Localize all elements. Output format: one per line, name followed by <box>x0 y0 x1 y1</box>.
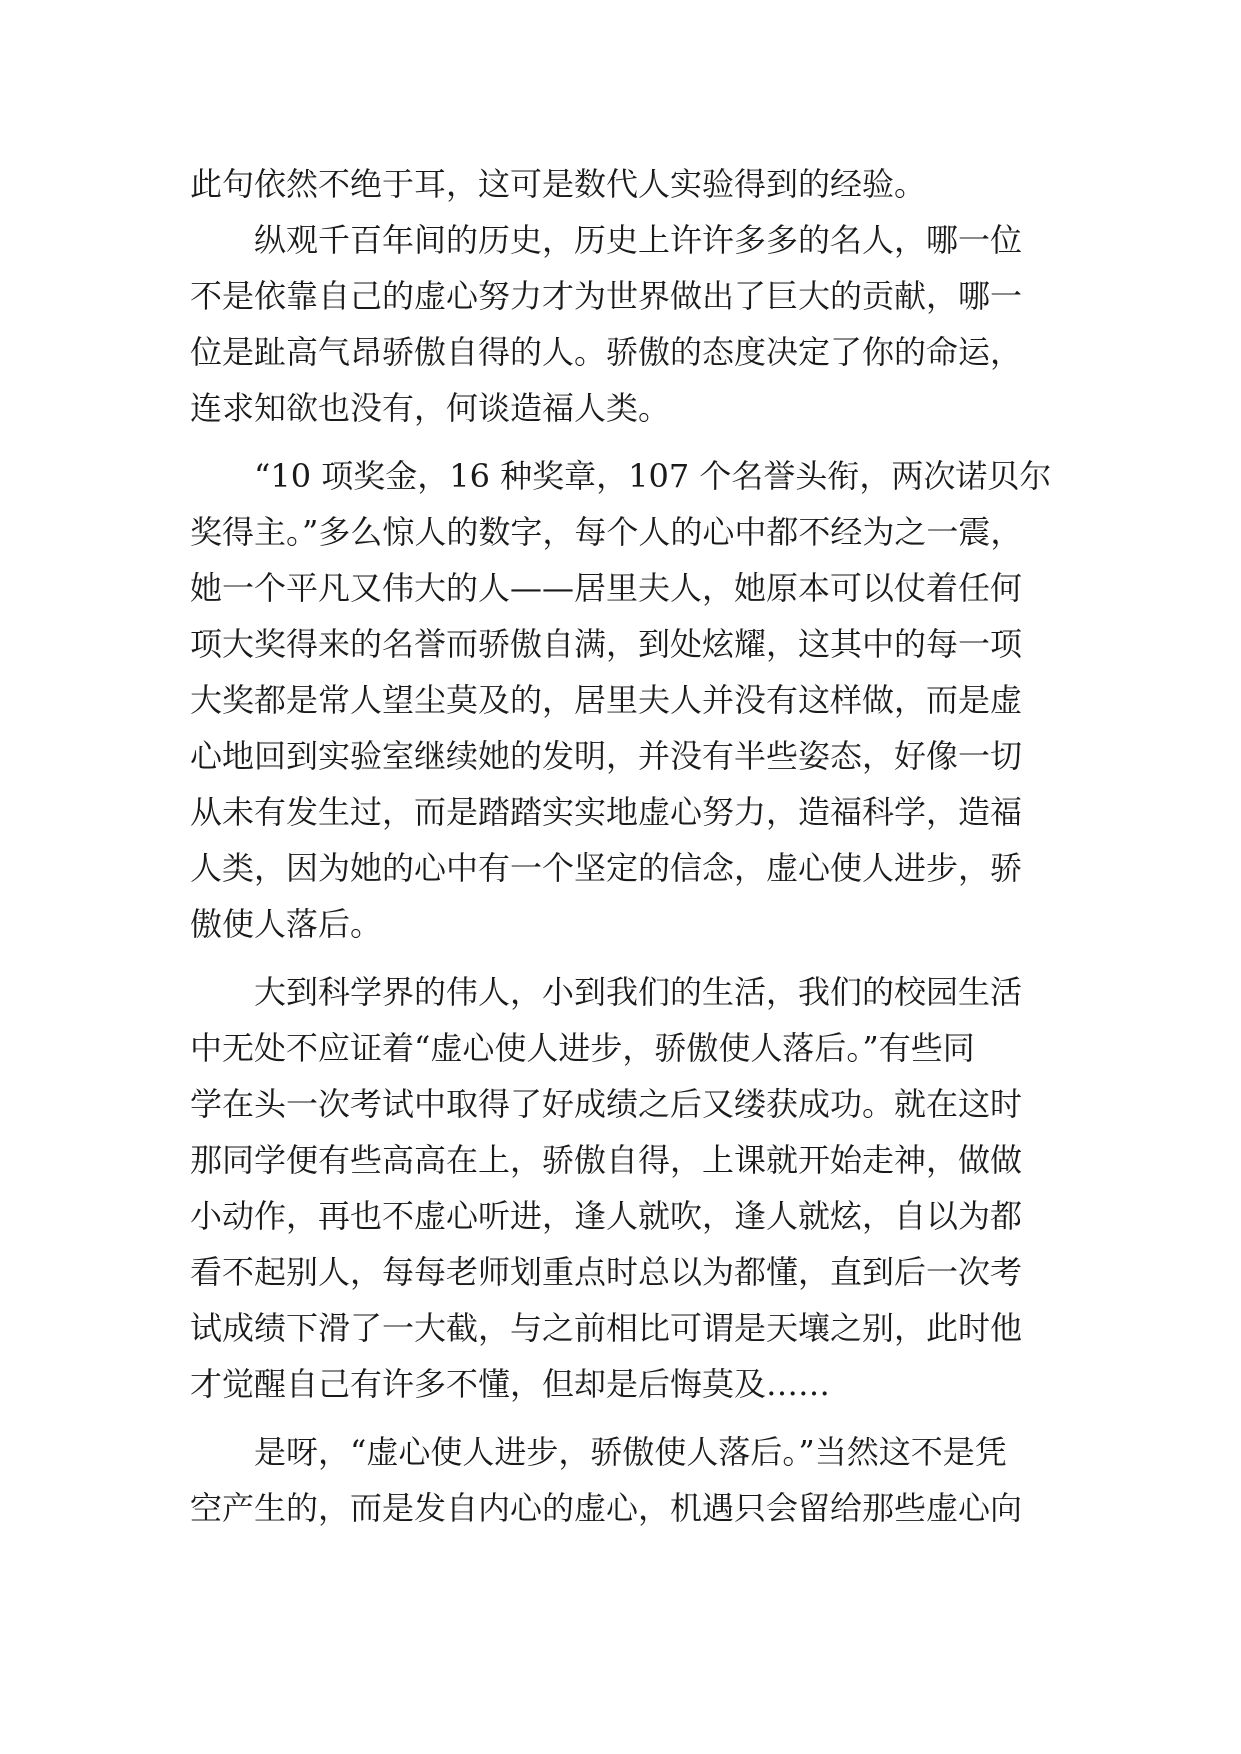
text-line: 人类，因为她的心中有一个坚定的信念，虚心使人进步，骄 <box>190 849 1023 887</box>
text-line: 大奖都是常人望尘莫及的，居里夫人并没有这样做，而是虚 <box>190 681 1023 719</box>
text-line: 中无处不应证着“虚心使人进步，骄傲使人落后。”有些同 <box>190 1029 975 1067</box>
text-line: 大到科学界的伟人，小到我们的生活，我们的校园生活 <box>254 973 1023 1011</box>
text-line: 不是依靠自己的虚心努力才为世界做出了巨大的贡献，哪一 <box>190 277 1023 315</box>
text-line: 纵观千百年间的历史，历史上许许多多的名人，哪一位 <box>254 221 1023 259</box>
text-line: 是呀，“虚心使人进步，骄傲使人落后。”当然这不是凭 <box>254 1433 1007 1471</box>
text-line: 奖得主。”多么惊人的数字，每个人的心中都不经为之一震， <box>190 513 1023 551</box>
text-line: 连求知欲也没有，何谈造福人类。 <box>190 389 671 427</box>
text-line: 小动作，再也不虚心听进，逢人就吹，逢人就炫，自以为都 <box>190 1197 1023 1235</box>
text-line: 学在头一次考试中取得了好成绩之后又缕获成功。就在这时 <box>190 1085 1023 1123</box>
text-line: 她一个平凡又伟大的人——居里夫人，她原本可以仗着任何 <box>190 569 1023 607</box>
text-line: 位是趾高气昂骄傲自得的人。骄傲的态度决定了你的命运， <box>190 333 1023 371</box>
text-line: 看不起别人，每每老师划重点时总以为都懂，直到后一次考 <box>190 1253 1023 1291</box>
text-line: 项大奖得来的名誉而骄傲自满，到处炫耀，这其中的每一项 <box>190 625 1023 663</box>
text-line: 那同学便有些高高在上，骄傲自得，上课就开始走神，做做 <box>190 1141 1023 1179</box>
text-line: 试成绩下滑了一大截，与之前相比可谓是天壤之别，此时他 <box>190 1309 1023 1347</box>
text-line: 此句依然不绝于耳，这可是数代人实验得到的经验。 <box>190 165 927 203</box>
text-line: 空产生的，而是发自内心的虚心，机遇只会留给那些虚心向 <box>190 1489 1023 1527</box>
text-line: 傲使人落后。 <box>190 905 383 943</box>
text-line: “10 项奖金，16 种奖章，107 个名誉头衔，两次诺贝尔 <box>254 457 1052 495</box>
text-line: 才觉醒自己有许多不懂，但却是后悔莫及…… <box>190 1365 831 1403</box>
text-line: 从未有发生过，而是踏踏实实地虚心努力，造福科学，造福 <box>190 793 1023 831</box>
text-line: 心地回到实验室继续她的发明，并没有半些姿态，好像一切 <box>190 737 1023 775</box>
